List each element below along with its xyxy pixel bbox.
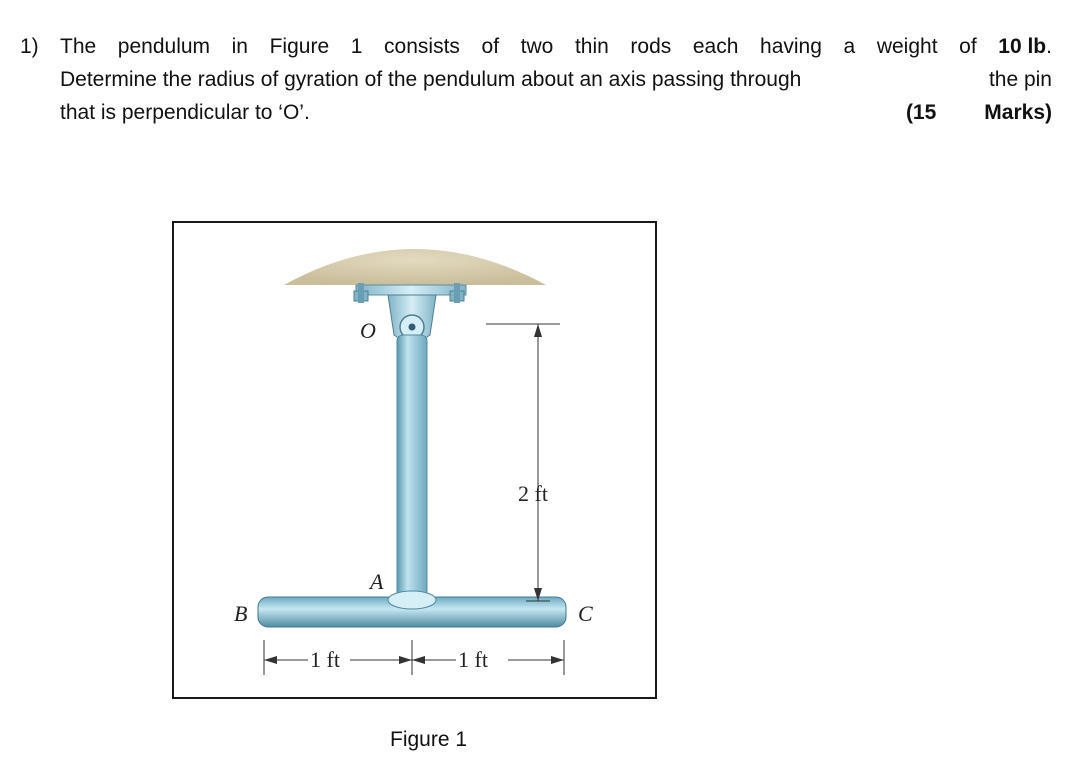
word: Figure	[269, 35, 330, 58]
question-line-1-words	[60, 30, 1052, 63]
question-line-2-end: the pin	[988, 68, 1052, 91]
label-left-dim: 1 ft	[310, 647, 340, 672]
word: 1	[350, 35, 363, 58]
word: a	[843, 35, 856, 58]
label-right-dim: 1 ft	[458, 647, 488, 672]
word: The	[60, 35, 97, 58]
label-vertical-dim: 2 ft	[518, 481, 548, 506]
word: of	[481, 35, 500, 58]
label-b: B	[234, 601, 248, 626]
figure-frame	[172, 221, 657, 699]
word: pendulum	[117, 35, 211, 58]
marks-open: (15	[905, 101, 937, 124]
question-line-2	[20, 63, 1052, 96]
vertical-rod	[397, 335, 427, 603]
word: two	[520, 35, 554, 58]
question-line-3	[20, 96, 1052, 129]
pin-o-center	[409, 324, 416, 331]
weight-value: 10 lb.	[998, 35, 1052, 58]
ceiling-support	[284, 249, 546, 285]
word: consists	[384, 35, 460, 58]
marks-close: Marks)	[984, 101, 1052, 124]
marks	[906, 96, 1052, 129]
question-text	[20, 30, 1052, 129]
word: in	[231, 35, 248, 58]
joint-a	[388, 591, 436, 609]
horizontal-dimension	[264, 640, 564, 675]
label-c: C	[578, 601, 593, 626]
pendulum-diagram	[174, 223, 655, 697]
word: thin	[574, 35, 609, 58]
question-line-3-text: that is perpendicular to ‘O’.	[60, 101, 310, 124]
question-line-2-text: Determine the radius of gyration of the pendulum about an axis passing through	[60, 68, 802, 91]
question-number: 1)	[20, 35, 39, 58]
word: having	[760, 35, 822, 58]
figure-caption: Figure 1	[390, 728, 468, 751]
label-a: A	[370, 569, 384, 594]
word: weight	[876, 35, 938, 58]
word: rods	[630, 35, 672, 58]
word: each	[692, 35, 739, 58]
word: of	[959, 35, 977, 58]
question-line-1	[20, 30, 1052, 63]
label-o: O	[360, 318, 376, 343]
vertical-dimension	[486, 324, 560, 601]
